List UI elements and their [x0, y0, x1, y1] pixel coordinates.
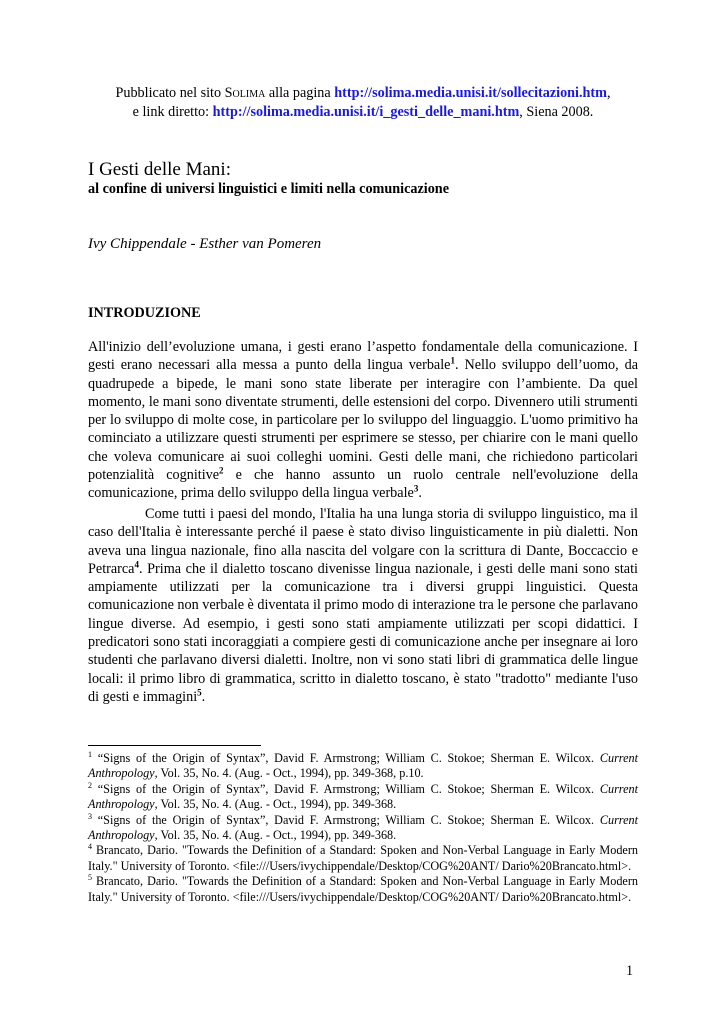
- para2-text-3: .: [201, 688, 206, 705]
- footnote-text: “Signs of the Origin of Syntax”, David F. Armstrong; William C. Stokoe; Sherman E. Wilcox.: [92, 751, 595, 765]
- article-title: I Gesti delle Mani:: [88, 159, 231, 180]
- header-line1-prefix: Pubblicato nel sito: [115, 85, 225, 101]
- header-line2-suffix: , Siena 2008.: [519, 104, 594, 120]
- sollecitazioni-link[interactable]: http://solima.media.unisi.it/sollecitazioni.htm: [334, 85, 607, 101]
- body-paragraph-1: [88, 338, 638, 503]
- footnote-number: 3: [88, 811, 92, 821]
- footnote-3: [88, 813, 638, 844]
- para1-text-1: All'inizio dell’evoluzione umana, i gesti erano l’aspetto fondamentale della comunicazione. I gesti erano necessari alla messa a punto della lingua verbale: [88, 339, 638, 374]
- footnote-5: [88, 874, 638, 905]
- footnote-text: Brancato, Dario. "Towards the Definition of a Standard: Spoken and Non-Verbal Language in Early Modern Italy." University of Toronto. <file:///Users/ivychippendale/Desktop/COG%20ANT/ Dario%20Brancato.html>.: [88, 874, 638, 904]
- publication-header: [88, 84, 638, 122]
- para1-text-4: .: [418, 485, 422, 502]
- header-line1-suffix: ,: [606, 85, 611, 101]
- footnote-number: 5: [88, 873, 92, 883]
- footnote-rest: , Vol. 35, No. 4. (Aug. - Oct., 1994), pp. 349-368.: [154, 828, 397, 843]
- article-authors: Ivy Chippendale - Esther van Pomeren: [88, 236, 322, 252]
- body-paragraph-2: [88, 505, 638, 706]
- article-subtitle: al confine di universi linguistici e limiti nella comunicazione: [88, 181, 449, 197]
- footnote-text: “Signs of the Origin of Syntax”, David F. Armstrong; William C. Stokoe; Sherman E. Wilcox.: [92, 812, 595, 827]
- footnote-text: “Signs of the Origin of Syntax”, David F. Armstrong; William C. Stokoe; Sherman E. Wilcox.: [92, 781, 595, 796]
- footnote-ref-1[interactable]: 1: [450, 355, 455, 366]
- para2-text-2: . Prima che il dialetto toscano divenisse lingua nazionale, i gesti delle mani sono stati ampiamente utilizzati per la comunicazione tra i diversi gruppi linguistici. Questa comunicazione non verbale è diventata il primo modo di interazione tra le persone che parlavano lingue diverse. Ad esempio, i gesti sono stati ampiamente utilizzati per scopi didattici. I predicatori sono stati incoraggiati a compiere gesti di comunicazione anche per insegnare ai loro studenti che parlavano diversi dialetti. Inoltre, non vi sono stati libri di grammatica delle lingue locali: il primo libro di grammatica, scritto in dialetto toscano, è stato "tradotto" mediante l'uso di gesti e immagini: [88, 560, 638, 705]
- footnote-4: [88, 843, 638, 874]
- footnote-2: [88, 782, 638, 813]
- footnote-number: 1: [88, 749, 92, 759]
- footnotes-section: [88, 751, 638, 905]
- footnote-journal: Current Anthropology: [88, 781, 638, 812]
- header-line2-prefix: e link diretto:: [132, 104, 213, 120]
- footnote-journal: Current Anthropology: [88, 751, 638, 781]
- direct-article-link[interactable]: http://solima.media.unisi.it/i_gesti_delle_mani.htm: [212, 104, 520, 120]
- footnote-rest: , Vol. 35, No. 4. (Aug. - Oct., 1994), pp. 349-368, p.10.: [154, 766, 424, 781]
- footnote-rest: , Vol. 35, No. 4. (Aug. - Oct., 1994), pp. 349-368.: [154, 797, 397, 812]
- footnote-ref-5[interactable]: 5: [197, 687, 202, 698]
- site-name-rest: olima: [232, 85, 266, 101]
- para2-text-1: Come tutti i paesi del mondo, l'Italia ha una lunga storia di sviluppo linguistico, ma il caso dell'Italia è interessante perché il paese è stato diviso linguisticamente in più dialetti. Non aveva una lingua nazionale, fino alla nascita del volgare con la scrittura di Dante, Boccaccio e Petrarca: [88, 506, 638, 577]
- footnote-ref-2[interactable]: 2: [219, 465, 224, 476]
- header-line1-middle: alla pagina: [265, 85, 335, 101]
- footnote-divider: [88, 745, 261, 746]
- footnote-1: [88, 751, 638, 782]
- site-name-initial: S: [224, 85, 233, 101]
- section-heading-introduction: INTRODUZIONE: [88, 305, 201, 321]
- footnote-number: 4: [88, 842, 92, 852]
- para1-text-2: . Nello sviluppo dell’uomo, da quadrupede a bipede, le mani sono state liberate per interagire con l’ambiente. Da quel momento, le mani sono diventate strumenti, delle estensioni del corpo. Divennero utili strumenti per lo sviluppo di molte cose, in particolare per lo sviluppo del linguaggio. L'uomo primitivo ha cominciato a utilizzare questi strumenti per esprimere se stesso, per chiarire con le mani quello che voleva comunicare ai suoi colleghi uomini. Gesti delle mani, che richiedono particolari potenzialità cognitive: [88, 357, 638, 484]
- footnote-ref-3[interactable]: 3: [413, 483, 419, 494]
- footnote-text: Brancato, Dario. "Towards the Definition of a Standard: Spoken and Non-Verbal Language in Early Modern Italy." University of Toronto. <file:///Users/ivychippendale/Desktop/COG%20ANT/ Dario%20Brancato.html>.: [88, 843, 638, 873]
- page-number: 1: [626, 963, 634, 979]
- footnote-number: 2: [88, 780, 92, 790]
- para1-text-3: e che hanno assunto un ruolo centrale nell'evoluzione della comunicazione, prima dello sviluppo della lingua verbale: [88, 467, 638, 502]
- footnote-journal: Current Anthropology: [88, 812, 638, 843]
- footnote-ref-4[interactable]: 4: [134, 559, 139, 570]
